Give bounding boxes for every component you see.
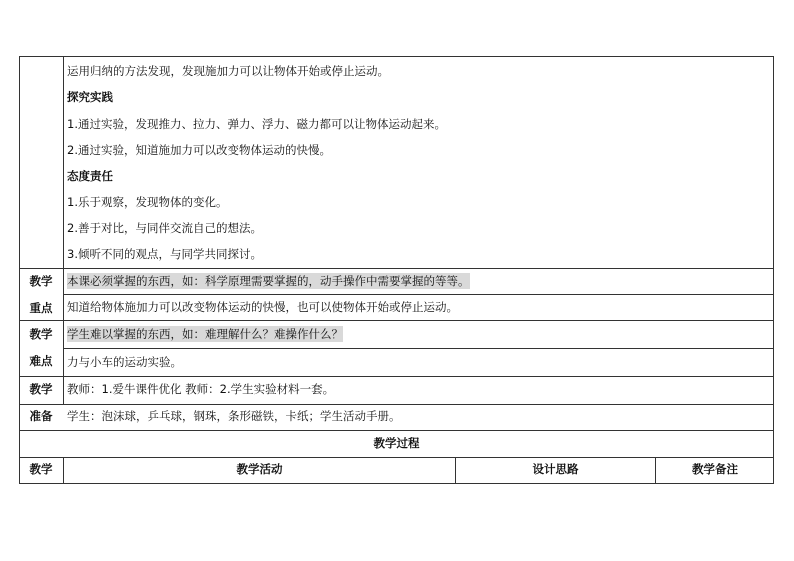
column-header: 教学 (29, 462, 53, 476)
row-divider (19, 430, 774, 431)
attitude-item: 2.善于对比，与同伴交流自己的想法。 (67, 221, 262, 235)
column-header: 教学活动 (236, 462, 283, 476)
process-title: 教学过程 (373, 436, 420, 450)
difficult-points-content: 力与小车的运动实验。 (67, 355, 182, 369)
attitude-item: 3.倾听不同的观点，与同学共同探讨。 (67, 247, 262, 261)
attitude-heading: 态度责任 (67, 169, 113, 183)
row-divider (19, 457, 774, 458)
practice-item: 1.通过实验，发现推力、拉力、弹力、浮力、磁力都可以让物体运动起来。 (67, 117, 446, 131)
row-divider (19, 404, 774, 405)
row-divider (19, 376, 774, 377)
attitude-item: 1.乐于观察，发现物体的变化。 (67, 195, 228, 209)
row-divider (64, 348, 774, 349)
student-preparation: 学生：泡沫球，乒乓球，钢珠，条形磁铁，卡纸；学生活动手册。 (67, 409, 401, 423)
difficult-points-label-line2: 难点 (29, 354, 53, 368)
practice-heading: 探究实践 (67, 90, 113, 104)
objective-intro-line: 运用归纳的方法发现，发现施加力可以让物体开始或停止运动。 (67, 64, 389, 78)
lesson-plan-table (19, 56, 774, 484)
teacher-preparation: 教师：1.爱牛课件优化 教师：2.学生实验材料一套。 (67, 382, 335, 396)
difficult-points-label-line1: 教学 (29, 327, 53, 341)
preparation-label-line1: 教学 (29, 382, 53, 396)
key-points-label-line2: 重点 (29, 301, 53, 315)
key-points-label-line1: 教学 (29, 274, 53, 288)
row-divider (19, 320, 774, 321)
column-header: 设计思路 (532, 462, 579, 476)
key-points-content: 知道给物体施加力可以改变物体运动的快慢，也可以使物体开始或停止运动。 (67, 300, 458, 314)
preparation-label-line2: 准备 (29, 409, 53, 423)
row-divider (19, 268, 774, 269)
column-header: 教学备注 (692, 462, 738, 476)
difficult-points-hint: 学生难以掌握的东西，如：难理解什么？难操作什么？ (67, 327, 343, 341)
key-points-hint: 本课必须掌握的东西，如：科学原理需要掌握的，动手操作中需要掌握的等等。 (67, 274, 470, 288)
row-divider (64, 294, 774, 295)
practice-item: 2.通过实验，知道施加力可以改变物体运动的快慢。 (67, 143, 331, 157)
label-column-divider (63, 56, 64, 404)
